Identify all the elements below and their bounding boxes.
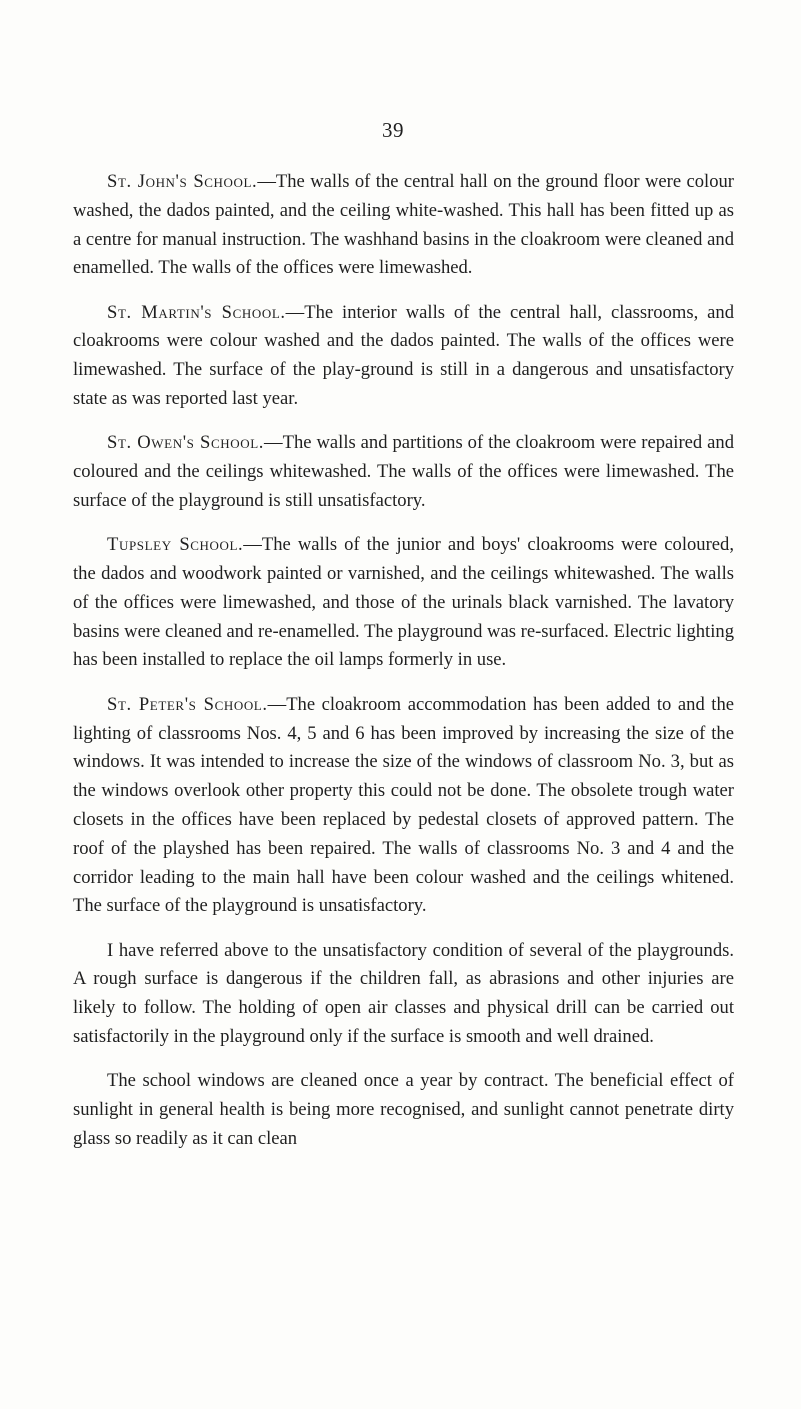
paragraph-playgrounds <box>73 937 734 1052</box>
paragraph-st-johns-school <box>73 168 734 283</box>
paragraph-heading: St. Peter's School. <box>107 693 268 715</box>
paragraph-text: —The walls of the central hall on the ground floor were colour washed, the dados painted, and the ceiling white-washed. This hall has been fitted up as a centre for manual instruction. The washhand basins in the cloakroom were cleaned and enamelled. The walls of the offices were limewashed. <box>73 171 734 279</box>
paragraph-st-owens-school <box>73 429 734 515</box>
paragraph-text: —The walls of the junior and boys' cloakrooms were coloured, the dados and woodwork painted or varnished, and the ceilings whitewashed. The walls of the offices were limewashed, and those of the urinals black varnished. The lavatory basins were cleaned and re-enamelled. The playground was re-surfaced. Electric lighting has been installed to replace the oil lamps formerly in use. <box>73 534 734 671</box>
paragraph-heading: St. John's School. <box>107 171 258 192</box>
paragraph-heading: Tupsley School. <box>107 534 244 556</box>
paragraph-st-martins-school <box>73 299 734 414</box>
paragraph-text: —The cloakroom accommodation has been added to and the lighting of classrooms Nos. 4, 5 and 6 has been improved by increasing the size of the windows. It was intended to increase the size of the windows of classroom No. 3, but as the windows overlook other property this could not be done. The obsolete trough water closets in the offices have been replaced by pedestal closets of approved pattern. The roof of the playshed has been repaired. The walls of classrooms No. 3 and 4 and the corridor leading to the main hall have been colour washed and the ceilings whitened. The surface of the playground is unsatisfactory. <box>73 693 734 917</box>
paragraph-heading: St. Owen's School. <box>107 432 265 454</box>
paragraph-text: The school windows are cleaned once a year by contract. The beneficial effect of sunlight in general health is being more recognised, and sunlight cannot penetrate dirty glass so readily as it can clean <box>73 1070 734 1149</box>
paragraph-text: I have referred above to the unsatisfactory condition of several of the playgrounds. A rough surface is dangerous if the children fall, as abrasions and other injuries are likely to follow. The holding of open air classes and physical drill can be carried out satisfactorily in the playground only if the surface is smooth and well drained. <box>73 939 734 1048</box>
paragraph-tupsley-school <box>73 531 734 675</box>
page-number: 39 <box>382 118 404 142</box>
paragraph-text: —The interior walls of the central hall, classrooms, and cloakrooms were colour washed and the dados painted. The walls of the offices were limewashed. The surface of the play-ground is still in a dangerous and unsatisfactory state as was reported last year. <box>73 301 735 410</box>
paragraph-text: —The walls and partitions of the cloakroom were repaired and coloured and the ceilings whitewashed. The walls of the offices were limewashed. The surface of the playground is still unsatisfactory. <box>73 432 734 511</box>
body-text <box>73 168 734 1169</box>
paragraph-school-windows <box>73 1067 734 1153</box>
paragraph-heading: St. Martin's School. <box>107 301 286 323</box>
paragraph-st-peters-school <box>73 691 734 921</box>
